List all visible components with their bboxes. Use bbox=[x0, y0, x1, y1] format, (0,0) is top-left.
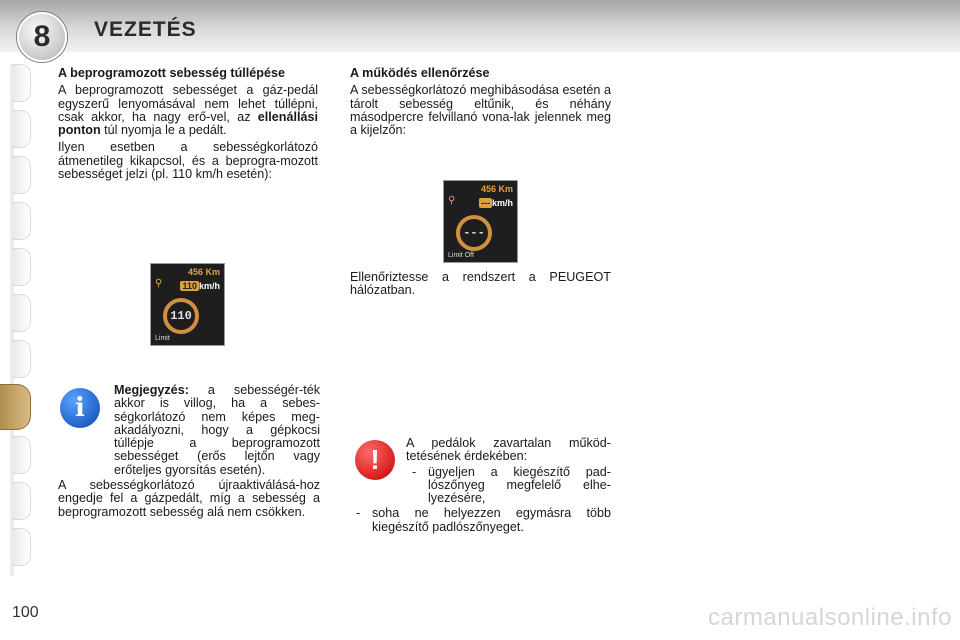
warning-paragraph: A pedálok zavartalan működ-tetésének érdekében: bbox=[406, 436, 611, 464]
list-item: - soha ne helyezzen egymásra több kiegészítő padlószőnyeget. bbox=[356, 506, 611, 534]
set-speed: 110 km/h bbox=[182, 281, 220, 291]
speed-display-limit bbox=[150, 263, 225, 346]
page-number: 100 bbox=[12, 604, 39, 621]
paragraph: Ellenőriztesse a rendszert a PEUGEOT hálózatban. bbox=[350, 270, 611, 298]
paragraph: A sebességkorlátozó meghibásodása esetén a tárolt sebesség eltűnik, és néhány másodpercre felvillanó vona-lak jelennek meg a kijelzőn: bbox=[350, 83, 611, 138]
chapter-badge: 8 bbox=[17, 12, 67, 62]
note-paragraph: Megjegyzés: a sebességér-ték akkor is villog, ha a sebes-ségkorlátozó nem képes meg-akadályozni, hogy a gépkocsi túllépje a beprogramozott sebességet (erős lejtőn vagy erőteljes gyorsítás esetén). bbox=[114, 383, 320, 477]
warning-box bbox=[350, 437, 611, 536]
chapter-tab[interactable] bbox=[12, 528, 31, 566]
page-title: VEZETÉS bbox=[94, 18, 197, 41]
speed-display-fault bbox=[443, 180, 518, 263]
section-heading: A beprogramozott sebesség túllépése bbox=[58, 66, 285, 80]
paragraph: Ilyen esetben a sebességkorlátozó átmenetileg kikapcsol, és a beprogra-mozott sebességet jelzi (pl. 110 km/h esetén): bbox=[58, 140, 318, 182]
chapter-tab[interactable] bbox=[12, 436, 31, 474]
chapter-tab[interactable] bbox=[12, 110, 31, 148]
chapter-tab[interactable] bbox=[12, 340, 31, 378]
chapter-tab-active[interactable] bbox=[0, 384, 31, 430]
section-heading: A működés ellenőrzése bbox=[350, 66, 490, 80]
warning-icon: ! bbox=[355, 440, 395, 480]
chapter-tab[interactable] bbox=[12, 202, 31, 240]
limit-label: Limit Off bbox=[448, 252, 474, 259]
chapter-tab[interactable] bbox=[12, 294, 31, 332]
chapter-tabs bbox=[0, 64, 32, 579]
limit-label: Limit bbox=[155, 335, 170, 342]
odometer-value: 456 Km bbox=[187, 267, 220, 277]
set-speed: --- km/h bbox=[480, 198, 513, 208]
speed-ring: --- bbox=[456, 215, 492, 251]
chapter-tab[interactable] bbox=[12, 156, 31, 194]
info-icon: i bbox=[60, 388, 100, 428]
note-box bbox=[58, 384, 320, 521]
speed-ring: 110 bbox=[163, 298, 199, 334]
chapter-tab[interactable] bbox=[12, 64, 31, 102]
speed-limiter-icon: ⚲ bbox=[448, 195, 456, 206]
right-column-lower bbox=[350, 271, 611, 302]
paragraph: A beprogramozott sebességet a gáz-pedál egyszerű lenyomásával nem lehet túllépni, csak akkor, ha nagy erő-vel, az ellenállási ponton túl nyomja le a pedált. bbox=[58, 83, 318, 138]
watermark: carmanualsonline.info bbox=[708, 604, 952, 631]
right-column bbox=[350, 67, 611, 141]
chapter-tab[interactable] bbox=[12, 482, 31, 520]
speed-limiter-icon: ⚲ bbox=[155, 278, 163, 289]
list-item: - ügyeljen a kiegészítő pad-lószőnyeg megfelelő elhe-lyezésére, bbox=[412, 464, 611, 506]
note-paragraph: A sebességkorlátozó újraaktiválásá-hoz engedje fel a gázpedált, míg a sebesség a beprogramozott sebesség alá nem csökken. bbox=[58, 478, 320, 519]
odometer-value: 456 Km bbox=[480, 184, 513, 194]
chapter-tab[interactable] bbox=[12, 248, 31, 286]
left-column bbox=[58, 67, 318, 185]
